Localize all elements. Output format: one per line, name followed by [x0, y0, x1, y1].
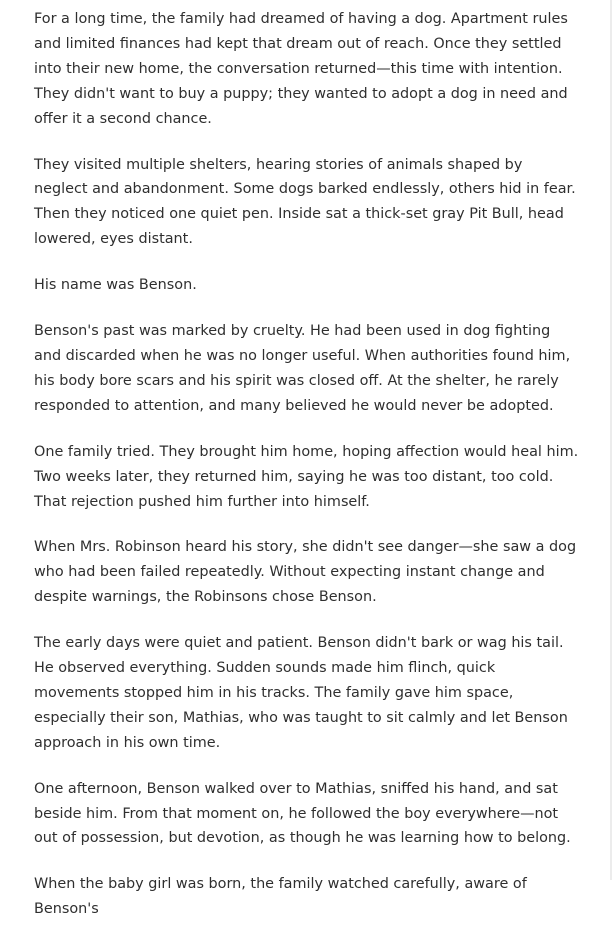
article-body	[34, 7, 579, 943]
paragraph-1: For a long time, the family had dreamed of having a dog. Apartment rules and limited finances had kept that dream out of reach. Once they settled into their new home, the conversation returned—this time with intention. They didn't want to buy a puppy; they wanted to adopt a dog in need and offer it a second chance.	[34, 11, 568, 127]
paragraph-8: One afternoon, Benson walked over to Mathias, sniffed his hand, and sat beside him. From that moment on, he followed the boy everywhere—not out of possession, but devotion, as though he was learning how to belong.	[34, 780, 571, 847]
paragraph-4: Benson's past was marked by cruelty. He had been used in dog fighting and discarded when he was no longer useful. When authorities found him, his body bore scars and his spirit was closed off. At the shelter, he rarely responded to attention, and many believed he would never be adopted.	[34, 323, 571, 414]
paragraph-5: One family tried. They brought him home, hoping affection would heal him. Two weeks later, they returned him, saying he was too distant, too cold. That rejection pushed him further into himself.	[34, 443, 579, 510]
paragraph-3: His name was Benson.	[34, 277, 197, 294]
paragraph-9: When the baby girl was born, the family watched carefully, aware of Benson's	[34, 876, 527, 918]
paragraph-6: When Mrs. Robinson heard his story, she didn't see danger—she saw a dog who had been failed repeatedly. Without expecting instant change and despite warnings, the Robinsons chose Benson.	[34, 539, 577, 606]
paragraph-2: They visited multiple shelters, hearing stories of animals shaped by neglect and abandonment. Some dogs barked endlessly, others hid in fear. Then they noticed one quiet pen. Inside sat a thick-set gray Pit Bull, head lowered, eyes distant.	[34, 156, 576, 248]
paragraph-7: The early days were quiet and patient. Benson didn't bark or wag his tail. He observed everything. Sudden sounds made him flinch, quick movements stopped him in his tracks. The family gave him space, especially their son, Mathias, who was taught to sit calmly and let Benson approach in his own time.	[34, 635, 568, 751]
